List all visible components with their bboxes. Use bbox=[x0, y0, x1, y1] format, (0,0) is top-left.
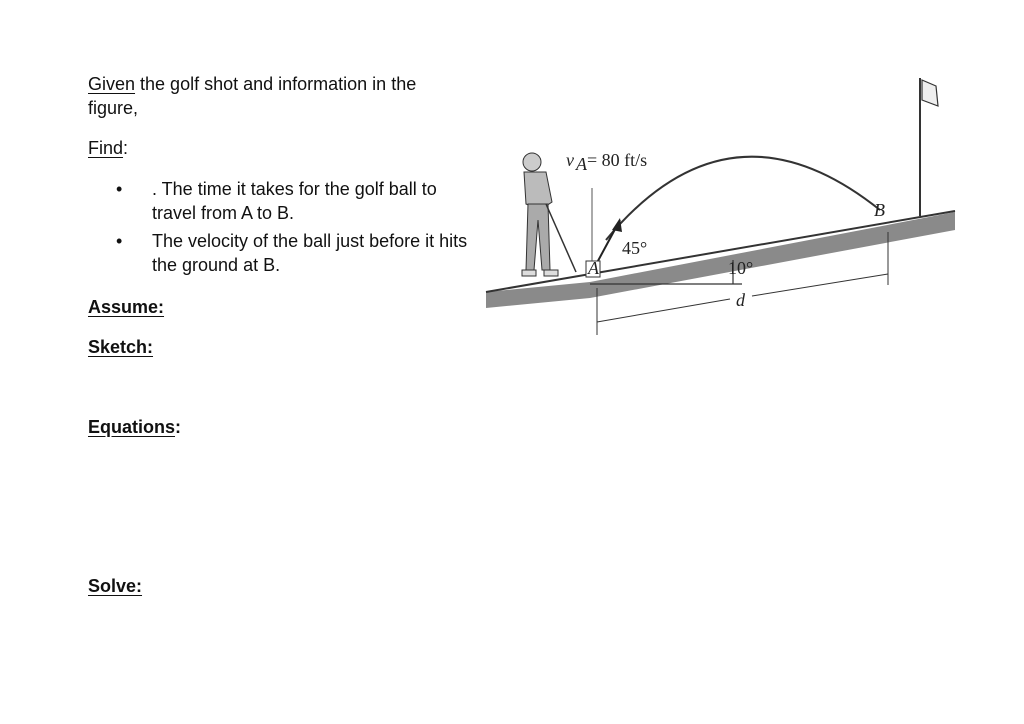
find-item-time: . The time it takes for the golf ball to travel from A to B. bbox=[152, 179, 437, 223]
given-text: the golf shot and information in the figure, bbox=[88, 74, 417, 118]
find-colon: : bbox=[123, 138, 129, 158]
velocity-value: = 80 ft/s bbox=[587, 150, 648, 170]
equations-heading bbox=[88, 415, 181, 439]
flag-icon bbox=[922, 80, 938, 106]
velocity-symbol: v bbox=[566, 150, 574, 170]
solve-heading: Solve: bbox=[88, 576, 143, 596]
given-label: Given bbox=[88, 74, 136, 94]
launch-angle-label: 45° bbox=[622, 238, 648, 258]
velocity-subscript: A bbox=[576, 154, 587, 174]
dimension-line-right bbox=[752, 274, 888, 296]
sketch-heading: Sketch: bbox=[88, 337, 154, 357]
assume-heading: Assume: bbox=[88, 297, 165, 317]
bullet-icon: • bbox=[116, 231, 123, 251]
equations-colon: : bbox=[175, 417, 182, 437]
bullet-icon: • bbox=[116, 179, 123, 199]
golfer-icon bbox=[522, 153, 576, 276]
given-statement bbox=[88, 72, 468, 120]
golf-shot-figure bbox=[480, 70, 960, 350]
point-b-label: B bbox=[874, 200, 885, 220]
find-list bbox=[116, 177, 476, 281]
point-a-label: A bbox=[588, 258, 599, 278]
ground-line bbox=[486, 211, 955, 292]
distance-label: d bbox=[736, 290, 745, 310]
equations-label: Equations bbox=[88, 417, 176, 437]
find-heading bbox=[88, 136, 128, 160]
find-label: Find bbox=[88, 138, 124, 158]
list-item bbox=[116, 229, 476, 277]
arrow-head-icon bbox=[612, 218, 622, 232]
find-item-velocity: The velocity of the ball just before it hits the ground at B. bbox=[152, 231, 468, 275]
slope-angle-label: 10° bbox=[728, 258, 754, 278]
dimension-line-left bbox=[597, 299, 730, 322]
list-item bbox=[116, 177, 476, 225]
